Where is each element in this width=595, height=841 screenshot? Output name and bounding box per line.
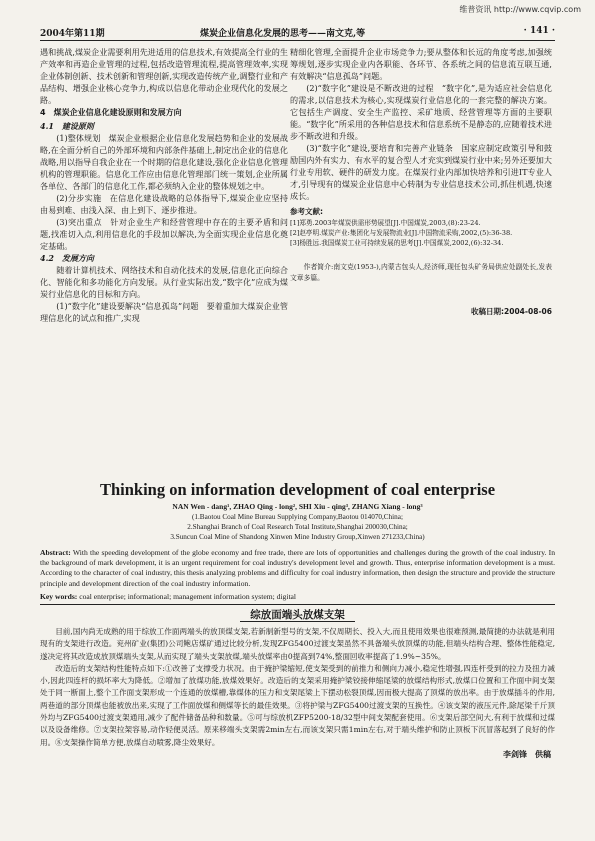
running-header <box>40 26 555 41</box>
keywords-label: Key words: <box>40 592 78 601</box>
contributor-signature: 李剑锋 供稿 <box>503 749 551 759</box>
references-heading: 参考文献: <box>290 207 323 216</box>
paragraph: (1)“数字化”建设要解决“信息孤岛”问题 要着重加大煤炭企业管理信息化的试点和推广,实现 <box>40 301 288 323</box>
running-title: 煤炭企业信息化发展的思考——南文克,等 <box>200 29 366 39</box>
reference-item: [1]郑勇.2003年煤炭供需形势展望[J].中国煤炭,2003,(8):23-24. <box>290 219 481 227</box>
received-date: 收稿日期:2004-08-06 <box>471 307 552 316</box>
right-column <box>290 46 552 318</box>
paragraph: 精细化管理,全面提升企业市场竞争力;要从整体和长远的角度考虑,加强统筹规划,逐步实现企业内各职能、各环节、各系统之间的信息流互联互通,有效解决“信息孤岛”问题。 <box>290 47 552 81</box>
english-keywords <box>40 592 555 601</box>
paragraph: 目前,国内尚无成熟的用于综放工作面两端头的放顶煤支架,若新制新型号的支架,不仅周期长、投入大,而且使用效果也很难预测,最简捷的办法就是利用现有的支架进行改造。兖州矿业(集团)公司鲍店煤矿通过比较分析,发现ZFG5400过渡支架虽然不具备端头放顶煤的功能,但端头结构合理、整体性能稳定,遂决定将其改造成放顶煤端头支架,从而实现了端头支架放煤,端头放煤率由0提高到74%,整面回收率提高了1.9%~35%。 <box>40 627 555 661</box>
section-heading: 4 煤炭企业信息化建设原则和发展方向 <box>40 108 182 117</box>
paragraph: 遇和挑战,煤炭企业需要利用先进适用的信息技术,有效提高全行业的生产效率和再造企业管理的过程,包括改造管理流程,提高管理效率,实现企业体制创新、技术创新和管理创新,实现改造传统产业,调整行业和产品结构、增强企业核心竞争力,构成以信息化带动企业现代化的发展之路。 <box>40 47 288 105</box>
paragraph: (2)“数字化”建设是不断改进的过程 “数字化”,是为适应社会信息化的需求,以信息技术为核心,实现煤炭行业信息化的一套完整的解决方案。它包括生产调度、安全生产监控、采矿地质、经营管理等方面的主要职能。“数字化”所采用的各种信息技术和信息系统不是静态的,应随着技术进步不断改进和升级。 <box>290 83 552 141</box>
article2-body <box>40 626 555 761</box>
affiliation: 2.Shanghai Branch of Coal Research Total Institute,Shanghai 200030,China; <box>187 523 408 531</box>
reference-item: [2]赵亭明.煤炭产业:集团化与发展物流业[J].中国物流采购,2002,(5):36-38. <box>290 229 513 237</box>
paragraph: (3)突出重点 针对企业生产和经营管理中存在的主要矛盾和问题,找准切入点,利用信息化的手段加以解决,为全面实现企业信息化奠定基础。 <box>40 217 288 251</box>
english-abstract <box>40 548 555 589</box>
keywords-text: coal enterprise; informational; management information system; digital <box>79 592 297 601</box>
english-authors: NAN Wen - dang¹, ZHAO Qing - long², SHI Xiu - qing³, ZHANG Xiang - long³ <box>172 502 423 511</box>
paragraph: 随着计算机技术、网络技术和自动化技术的发展,信息化正向综合化、智能化和多功能化方向发展。从行业实际出发,“数字化”应成为煤炭行业信息化的目标和方向。 <box>40 265 288 299</box>
page-number: · 141 · <box>523 26 555 36</box>
subsection-heading: 4.2 发展方向 <box>40 253 94 263</box>
divider <box>40 604 555 605</box>
watermark: 维普资讯 http://www.cqvip.com <box>459 5 581 14</box>
issue-label: 2004年第11期 <box>40 29 105 39</box>
paragraph: 改造后的支架结构性能特点如下:①改善了支撑受力状况。由于掩护梁缩短,使支架受到的前推力和侧向力减小,稳定性增强,四连杆受到的拉力及扭力减小,因此四连杆的损坏率大为降低。②增加了放煤功能,放煤效果好。改造后的支架采用掩护梁铰接伸缩尾梁的放煤结构形式,放煤口位置和工作面中间支架处于同一断面上,整个工作面支架形成一个连通的放煤槽,靠煤体的压力和支架尾梁上下摆动松裂顶煤,因而极大提高了顶煤的放出率。由于放煤插斗的作用,两巷道的部分顶煤也能被放出来,实现了工作面放煤和侧煤等长的最佳效果。③将护梁与ZFG5400过渡支架的互换性。④该支架的液压元件,除尾梁千斤顶外均与ZFG5400过渡支架通用,减少了配件储备品种和数量。⑤可与综放机ZFP5200-18/32型中间支架配套使用。⑥支架后部空间大,有利于放煤和过煤以及设备维修。⑦支架拉架容易,动作轻便灵活。原来移端头支架需2min左右,而该支架只需1min左右,对于端头维护和防止顶板下沉冒落起到了良好的作用。⑧支架操作简单方便,放煤自动喷雾,降尘效果好。 <box>40 663 555 747</box>
affiliation: 3.Suncun Coal Mine of Shandong Xinwen Mine Industry Group,Xinwen 271233,China) <box>170 533 425 541</box>
article2-title: 综放面端头放煤支架 <box>250 609 345 621</box>
affiliation: (1.Baotou Coal Mine Bureau Supplying Company,Baotou 014070,China; <box>192 513 403 521</box>
english-title: Thinking on information development of coal enterprise <box>99 480 496 499</box>
left-column <box>40 46 288 324</box>
reference-item: [3]杨胜远.我国煤炭工业可持续发展的思考[J].中国煤炭,2002,(6):32-34. <box>290 239 504 247</box>
abstract-text: With the speeding development of the globe economy and free trade, there are lots of opportunities and challenges during the growth of the coal industry. In the background of mark development, it is an urgent requirement for coal industry's development level and growth. Thus, enterprise information development is a must. According to the character of coal industry, this thesis analyzing problems and difficulty for coal industry information, then design the structure and provide the structure principle and development direction of the coal industry information. <box>40 548 555 588</box>
abstract-label: Abstract: <box>40 548 71 557</box>
paragraph: (1)整体规划 煤炭企业根据企业信息化发展趋势和企业的发展战略,在全面分析自己的外部环境和内部条件基础上,制定出企业的信息化战略,用以指导自我企业在一个时期的信息化建设,强化企业信息化管理机构的管理职能。信息化工作应由信息化管理部门统一策划,企业所属各单位、各部门的信息化工作,都必须纳入企业的整体规划之中。 <box>40 133 288 191</box>
author-bio: 作者简介:南文克(1953-),内蒙古包头人,经济师,现任包头矿务局供应处副处长,发表文章多篇。 <box>290 263 552 282</box>
title-underline <box>240 621 355 622</box>
paragraph: (2)分步实施 在信息化建设战略的总体指导下,煤炭企业应坚持由易到难、由浅入深、由上到下、逐步推进。 <box>40 193 288 215</box>
subsection-heading: 4.1 建设原则 <box>40 121 94 131</box>
paragraph: (3)“数字化”建设,要培育和完善产业链条 国家应制定政策引导和鼓励国内外有实力、有水平的复合型人才充实到煤炭行业中来;另外还要加大行业专用软、硬件的研发力度。在煤炭行业内部加快培养和引进IT专业人才,引导现有的煤炭企业信息中心转制为专业信息技术公司,抓住机遇,快速成长。 <box>290 143 552 201</box>
